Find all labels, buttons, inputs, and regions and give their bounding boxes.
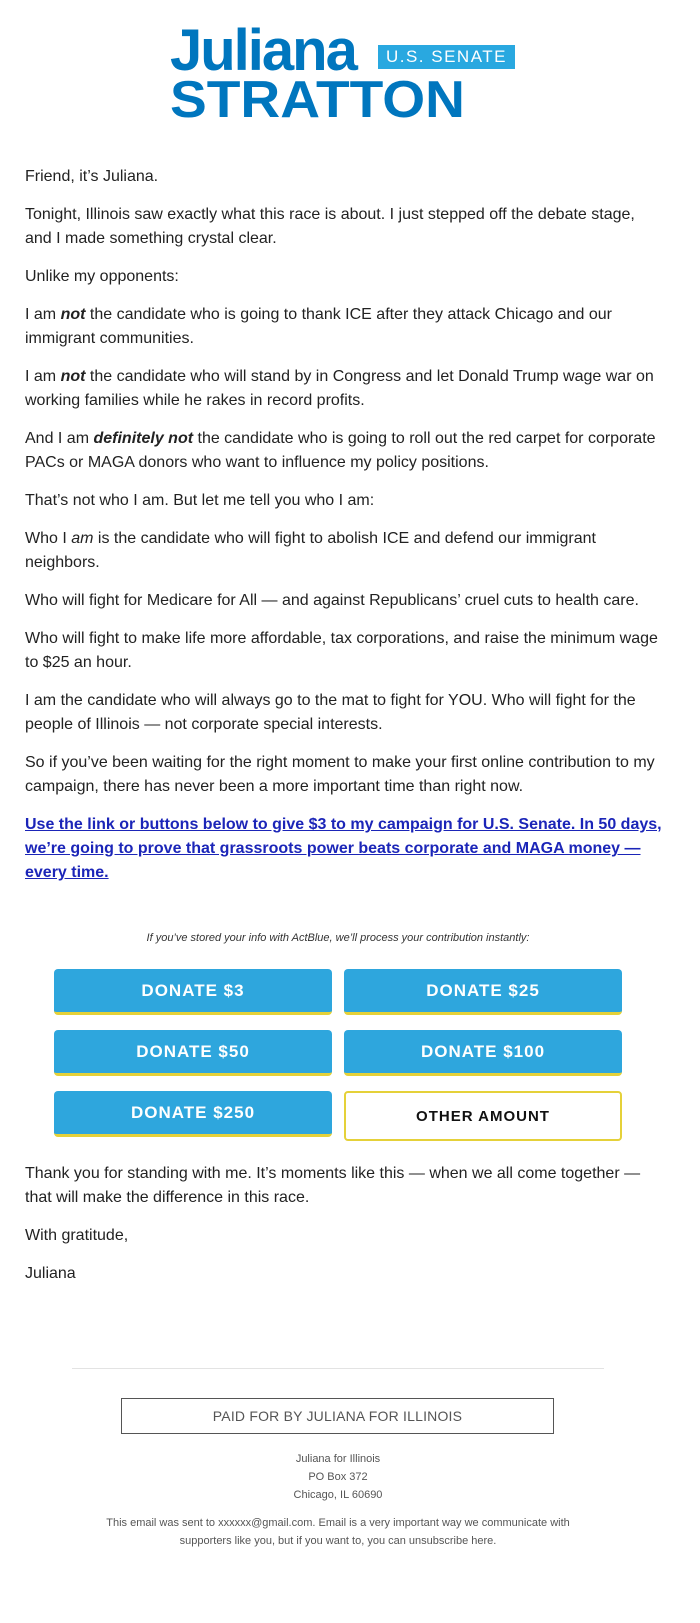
donate-100-button[interactable]: DONATE $100 <box>344 1030 622 1076</box>
emphasis: definitely not <box>93 430 194 447</box>
paragraph-definitely-not <box>25 427 665 475</box>
paragraph-fight-for-you: I am the candidate who will always go to the mat to fight for YOU. Who will fight for the people of Illinois — not corporate special interests. <box>25 692 636 733</box>
footer-divider <box>72 1368 604 1369</box>
paragraph-contribution: So if you’ve been waiting for the right moment to make your first online contribution to my campaign, there has never been a more important time than right now. <box>25 754 655 795</box>
donate-250-button[interactable]: DONATE $250 <box>54 1091 332 1137</box>
signoff: With gratitude, <box>25 1227 129 1244</box>
logo-first-name: Juliana <box>170 18 356 83</box>
donate-50-button[interactable]: DONATE $50 <box>54 1030 332 1076</box>
paid-for-box: PAID FOR BY JULIANA FOR ILLINOIS <box>121 1398 554 1434</box>
cta-paragraph <box>25 813 665 885</box>
email-body <box>25 165 665 899</box>
logo-last-name: STRATTON <box>170 71 465 129</box>
donate-3-button[interactable]: DONATE $3 <box>54 969 332 1015</box>
text: is the candidate who will fight to abolish ICE and defend our immigrant neighbors. <box>25 530 596 571</box>
other-amount-button[interactable]: OTHER AMOUNT <box>344 1091 622 1141</box>
paragraph-abolish-ice <box>25 527 665 575</box>
greeting: Friend, it’s Juliana. <box>25 168 159 185</box>
text: I am <box>25 306 61 323</box>
text: I am <box>25 368 61 385</box>
emphasis: not <box>60 368 86 385</box>
paragraph-affordable: Who will fight to make life more affordable, tax corporations, and raise the minimum wage to $25 an hour. <box>25 630 658 671</box>
text: the candidate who is going to thank ICE after they attack Chicago and our immigrant communities. <box>25 306 612 347</box>
paragraph-not-ice <box>25 303 665 351</box>
address-line: Chicago, IL 60690 <box>293 1489 383 1501</box>
email-disclaimer: This email was sent to xxxxxx@gmail.com. Email is a very important way we communicate with supporters like you, but if you want to, you can unsubscribe here. <box>106 1517 570 1547</box>
address-line: Juliana for Illinois <box>295 1453 381 1465</box>
actblue-note: If you’ve stored your info with ActBlue, we’ll process your contribution instantly: <box>146 932 530 944</box>
closing <box>25 1162 665 1300</box>
donate-25-button[interactable]: DONATE $25 <box>344 969 622 1015</box>
paragraph-unlike: Unlike my opponents: <box>25 268 179 285</box>
mailing-address <box>0 1450 676 1504</box>
paragraph-who-i-am: That’s not who I am. But let me tell you who I am: <box>25 492 375 509</box>
text: the candidate who will stand by in Congress and let Donald Trump wage war on working families while he rakes in record profits. <box>25 368 654 409</box>
paragraph-thank-you: Thank you for standing with me. It’s moments like this — when we all come together — that will make the difference in this race. <box>25 1165 641 1206</box>
paragraph-medicare: Who will fight for Medicare for All — and against Republicans’ cruel cuts to health care. <box>25 592 639 609</box>
address-line: PO Box 372 <box>308 1471 368 1483</box>
emphasis: am <box>71 530 94 547</box>
text: the candidate who is going to roll out the red carpet for corporate PACs or MAGA donors who want to influence my policy positions. <box>25 430 656 471</box>
paragraph-not-trump <box>25 365 665 413</box>
text: And I am <box>25 430 94 447</box>
campaign-logo <box>170 18 515 130</box>
signature: Juliana <box>25 1265 76 1282</box>
logo-senate-badge: U.S. SENATE <box>378 45 515 69</box>
paragraph-debate: Tonight, Illinois saw exactly what this race is about. I just stepped off the debate stage, and I made something crystal clear. <box>25 206 635 247</box>
emphasis: not <box>60 306 86 323</box>
text: Who I <box>25 530 72 547</box>
donate-link[interactable]: Use the link or buttons below to give $3 to my campaign for U.S. Senate. In 50 days, we’re going to prove that grassroots power beats corporate and MAGA money — every time. <box>25 816 662 881</box>
